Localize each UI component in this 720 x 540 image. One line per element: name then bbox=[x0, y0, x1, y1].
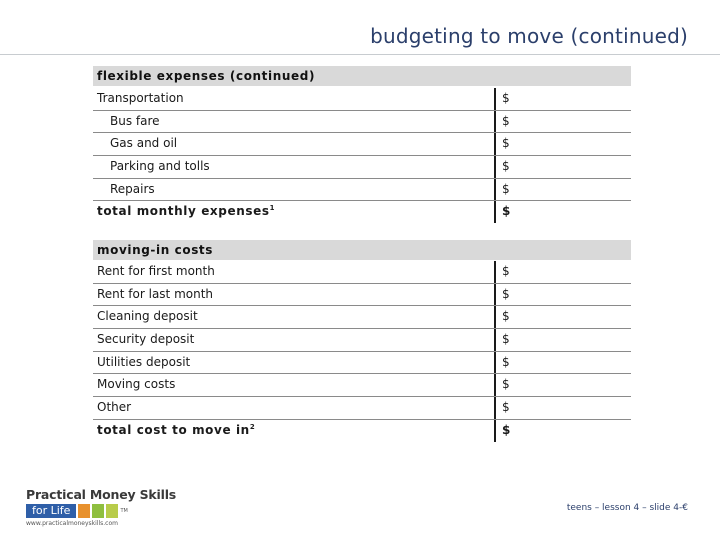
row-label: Parking and tolls bbox=[110, 159, 210, 174]
amount-cell[interactable] bbox=[494, 111, 631, 133]
table-row bbox=[93, 133, 631, 156]
amount-cell[interactable] bbox=[494, 179, 631, 201]
currency-symbol: $ bbox=[502, 377, 510, 392]
currency-symbol: $ bbox=[502, 159, 510, 174]
currency-symbol: $ bbox=[502, 354, 510, 369]
row-label: Repairs bbox=[110, 181, 155, 196]
row-label: Gas and oil bbox=[110, 136, 178, 151]
currency-symbol: $ bbox=[502, 332, 510, 347]
amount-cell[interactable] bbox=[494, 261, 631, 283]
logo-title: Practical Money Skills bbox=[26, 487, 177, 502]
currency-symbol: $ bbox=[502, 264, 510, 278]
row-label: Security deposit bbox=[97, 332, 195, 347]
table-row bbox=[93, 284, 631, 307]
slide-footer: teens – lesson 4 – slide 4-€ bbox=[566, 503, 688, 513]
amount-cell[interactable] bbox=[494, 88, 631, 110]
total-row bbox=[93, 201, 631, 223]
logo-square-orange bbox=[78, 504, 90, 518]
row-label: Moving costs bbox=[97, 377, 176, 392]
row-label: Transportation bbox=[97, 91, 184, 105]
row-label: Rent for last month bbox=[97, 286, 214, 301]
logo-trademark: TM bbox=[120, 508, 128, 514]
amount-cell[interactable] bbox=[494, 133, 631, 155]
table-row bbox=[93, 261, 631, 284]
currency-symbol: $ bbox=[502, 113, 510, 128]
slide-title: budgeting to move (continued) bbox=[370, 24, 688, 48]
total-cost-to-move-in-label: total cost to move $in^2$ bbox=[97, 422, 256, 437]
table-row bbox=[93, 179, 631, 202]
table-row bbox=[93, 156, 631, 179]
moving-in-costs-table bbox=[93, 261, 631, 442]
practical-money-skills-logo bbox=[26, 487, 176, 527]
logo-color-bar bbox=[26, 504, 176, 518]
flexible-expenses-header: flexible expenses (continued) bbox=[93, 66, 631, 86]
row-label: Other bbox=[97, 400, 132, 415]
table-row bbox=[93, 352, 631, 375]
total-row bbox=[93, 420, 631, 442]
currency-symbol: $ bbox=[502, 309, 510, 324]
amount-cell[interactable] bbox=[494, 352, 631, 374]
total-monthly-expenses-label: total monthly expenses$^1$ bbox=[97, 204, 276, 219]
table-row bbox=[93, 374, 631, 397]
table-row bbox=[93, 111, 631, 134]
logo-for-life: for Life bbox=[26, 504, 76, 518]
table-row bbox=[93, 397, 631, 420]
logo-square-green bbox=[92, 504, 104, 518]
currency-symbol: $ bbox=[502, 204, 511, 219]
currency-symbol: $ bbox=[502, 136, 510, 151]
total-amount-cell[interactable] bbox=[494, 201, 631, 223]
currency-symbol: $ bbox=[502, 181, 510, 196]
table-row bbox=[93, 88, 631, 111]
moving-in-costs-header: moving-in costs bbox=[93, 240, 631, 260]
currency-symbol: $ bbox=[502, 422, 511, 437]
row-label: Utilities deposit bbox=[97, 354, 191, 369]
currency-symbol: $ bbox=[502, 286, 510, 301]
flexible-expenses-table bbox=[93, 88, 631, 223]
logo-url: www.practicalmoneyskills.com bbox=[26, 520, 119, 527]
currency-symbol: $ bbox=[502, 400, 510, 415]
amount-cell[interactable] bbox=[494, 397, 631, 419]
currency-symbol: $ bbox=[502, 91, 510, 105]
table-row bbox=[93, 329, 631, 352]
row-label: Bus fare bbox=[110, 113, 160, 128]
amount-cell[interactable] bbox=[494, 306, 631, 328]
amount-cell[interactable] bbox=[494, 156, 631, 178]
row-label: Cleaning deposit bbox=[97, 309, 198, 324]
amount-cell[interactable] bbox=[494, 329, 631, 351]
row-label: Rent for first month bbox=[97, 264, 215, 278]
title-divider bbox=[0, 54, 720, 55]
amount-cell[interactable] bbox=[494, 284, 631, 306]
logo-square-lime bbox=[106, 504, 118, 518]
amount-cell[interactable] bbox=[494, 374, 631, 396]
total-amount-cell[interactable] bbox=[494, 420, 631, 442]
table-row bbox=[93, 306, 631, 329]
